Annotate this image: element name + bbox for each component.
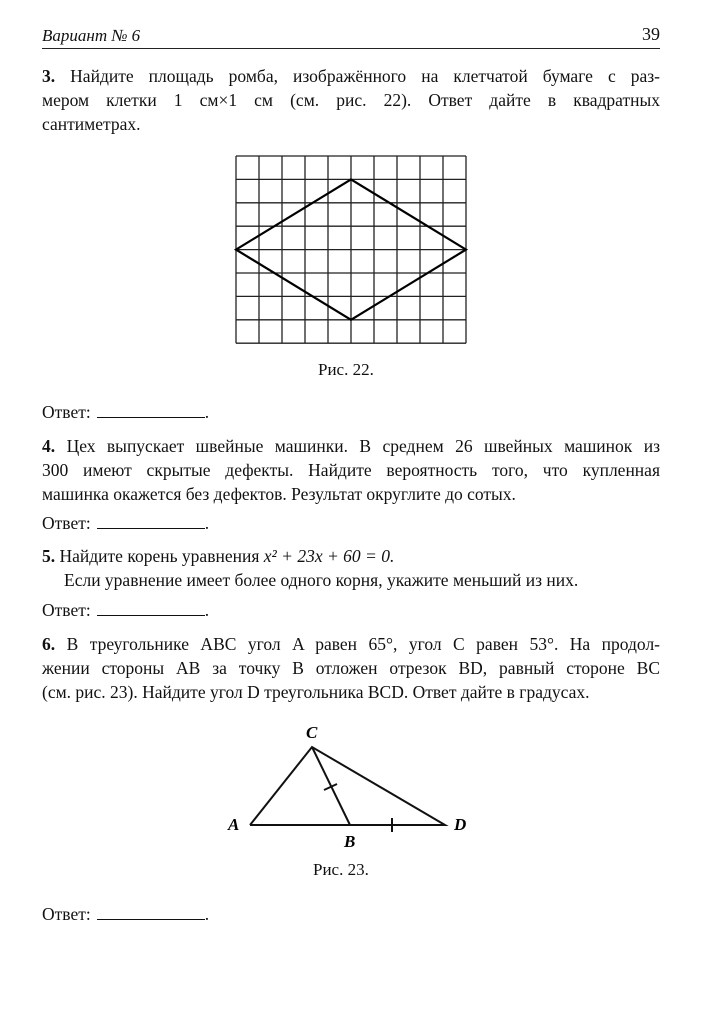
figure-23-caption: Рис. 23.: [313, 860, 369, 879]
page-number: 39: [642, 24, 660, 44]
variant-title: Вариант № 6: [42, 26, 141, 45]
text-line: жении стороны AB за точку B отложен отрезок BD, равный стороне BC: [42, 658, 660, 678]
answer-label: Ответ:: [42, 904, 91, 924]
point-d-label: D: [454, 815, 467, 834]
answer-line: Ответ: .: [42, 904, 210, 924]
point-c-label: C: [306, 723, 318, 742]
text-line: В треугольнике ABC угол A равен 65°, угол C равен 53°. На продол-: [66, 634, 660, 654]
text-line: машинка окажется без дефектов. Результат округлите до сотых.: [42, 484, 516, 504]
text-line: мером клетки 1 см×1 см (см. рис. 22). Ответ дайте в квадратных: [42, 90, 660, 110]
answer-label: Ответ:: [42, 600, 91, 620]
answer-line: Ответ: .: [42, 402, 210, 422]
text-line: (см. рис. 23). Найдите угол D треугольника BCD. Ответ дайте в градусах.: [42, 682, 590, 702]
figure-23-triangle: [220, 720, 480, 850]
triangle-acd: [250, 747, 445, 825]
figure-22-grid-rhombus: [230, 150, 475, 350]
task-3-text: [42, 64, 660, 136]
answer-blank[interactable]: [97, 905, 205, 920]
answer-label: Ответ:: [42, 513, 91, 533]
task-6-text: [42, 632, 660, 704]
text-line: 300 имеют скрытые дефекты. Найдите вероятность того, что купленная: [42, 460, 660, 480]
task-4-text: [42, 434, 660, 506]
text-line: Если уравнение имеет более одного корня, укажите меньший из них.: [64, 570, 579, 590]
answer-line: Ответ: .: [42, 600, 210, 620]
task-number: 5.: [42, 546, 56, 566]
answer-blank[interactable]: [97, 403, 205, 418]
task-number: 3.: [42, 66, 56, 86]
answer-blank[interactable]: [97, 601, 205, 616]
point-a-label: A: [228, 815, 240, 834]
answer-line: Ответ: .: [42, 513, 210, 533]
answer-blank[interactable]: [97, 514, 205, 529]
text-line: сантиметрах.: [42, 114, 141, 134]
answer-label: Ответ:: [42, 402, 91, 422]
task-number: 6.: [42, 634, 56, 654]
point-b-label: B: [344, 832, 356, 850]
text-line: Цех выпускает швейные машинки. В среднем 26 швейных машинок из: [66, 436, 660, 456]
equation: x² + 23x + 60 = 0.: [263, 546, 395, 566]
task-5-text: [42, 544, 660, 592]
text-line: Найдите корень уравнения: [59, 546, 260, 566]
page-header: [42, 22, 660, 49]
text-line: Найдите площадь ромба, изображённого на клетчатой бумаге с раз-: [70, 66, 661, 86]
figure-22-caption: Рис. 22.: [318, 360, 374, 379]
task-number: 4.: [42, 436, 56, 456]
